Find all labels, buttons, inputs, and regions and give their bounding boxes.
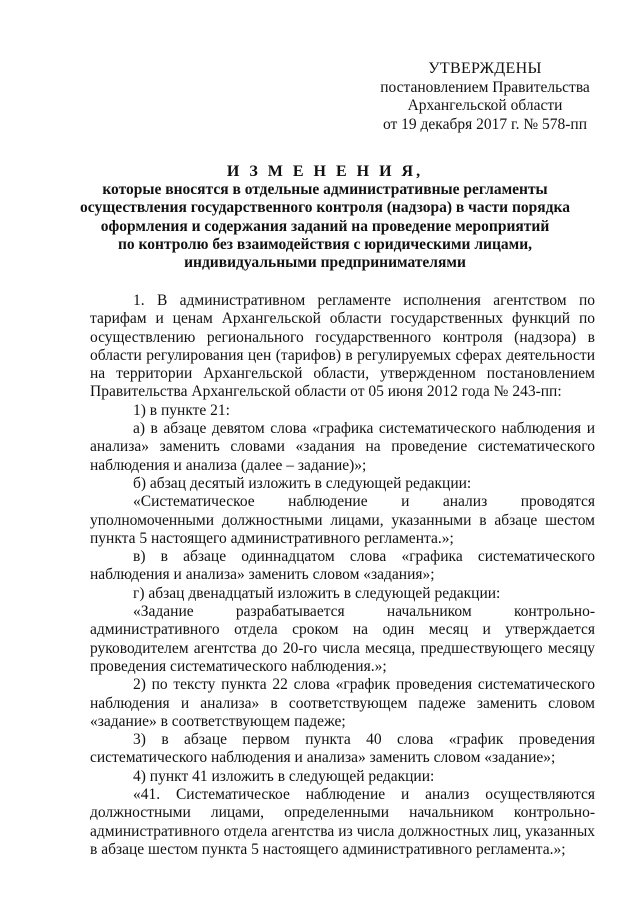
paragraph: б) абзац десятый изложить в следующей редакции: <box>133 474 472 492</box>
document-body <box>90 292 595 859</box>
paragraph: «41. Систематическое наблюдение и анализ осуществляются должностными лицами, определенными начальником контрольно-административного отдела агентства из числа должностных лиц, указанных в абзаце шестом пункта 5 настоящего административного регламента.»; <box>90 786 595 858</box>
approval-line: постановлением Правительства <box>380 78 590 96</box>
paragraph: 4) пункт 41 изложить в следующей редакции: <box>133 767 435 785</box>
approval-line: Архангельской области <box>407 97 563 114</box>
title-line: которые вносятся в отдельные административные регламенты <box>102 181 548 199</box>
title-line: по контролю без взаимодействия с юридическими лицами, <box>117 235 533 253</box>
paragraph: а) в абзаце девятом слова «графика систематического наблюдения и анализа» заменить словами «задания на проведение систематического наблюдения и анализа (далее – задание)»; <box>90 420 595 474</box>
paragraph: 1) в пункте 21: <box>133 401 230 419</box>
title-line: оформления и содержания заданий на проведение мероприятий <box>100 217 550 235</box>
paragraph: «Систематическое наблюдение и анализ проводятся уполномоченными должностными лицами, указанными в абзаце шестом пункта 5 настоящего административного регламента.»; <box>90 493 595 547</box>
title-heading: И З М Е Н Е Н И Я, <box>226 163 424 180</box>
paragraph: 1. В административном регламенте исполнения агентством по тарифам и ценам Архангельской области государственных функций по осуществлению регионального государственного контроля (надзора) в области регулирования цен (тарифов) в регулируемых сферах деятельности на территории Архангельской области, утвержденном постановлением Правительства Архангельской области от 05 июня 2012 года № 243-пп: <box>90 292 595 401</box>
document-title <box>60 163 590 272</box>
title-line: индивидуальными предпринимателями <box>184 254 466 272</box>
paragraph: 3) в абзаце первом пункта 40 слова «график проведения систематического наблюдения и анализа» заменить словом «задание»; <box>90 731 595 767</box>
paragraph: в) в абзаце одиннадцатом слова «графика систематического наблюдения и анализа» заменить словом «задания»; <box>90 548 595 584</box>
title-line: осуществления государственного контроля (надзора) в части порядка <box>80 199 570 217</box>
paragraph: 2) по тексту пункта 22 слова «график проведения систематического наблюдения и анализа» в соответствующем падеже заменить словом «задание» в соответствующем падеже; <box>90 676 595 730</box>
approval-stamp <box>360 60 610 134</box>
approval-line: от 19 декабря 2017 г. № 578-пп <box>382 115 588 133</box>
approval-heading: УТВЕРЖДЕНЫ <box>428 60 542 77</box>
paragraph: «Задание разрабатывается начальником контрольно-административного отдела сроком на один месяц и утверждается руководителем агентства до 20-го числа месяца, предшествующего месяцу проведения систематического наблюдения.»; <box>90 603 595 675</box>
paragraph: г) абзац двенадцатый изложить в следующей редакции: <box>133 584 501 602</box>
